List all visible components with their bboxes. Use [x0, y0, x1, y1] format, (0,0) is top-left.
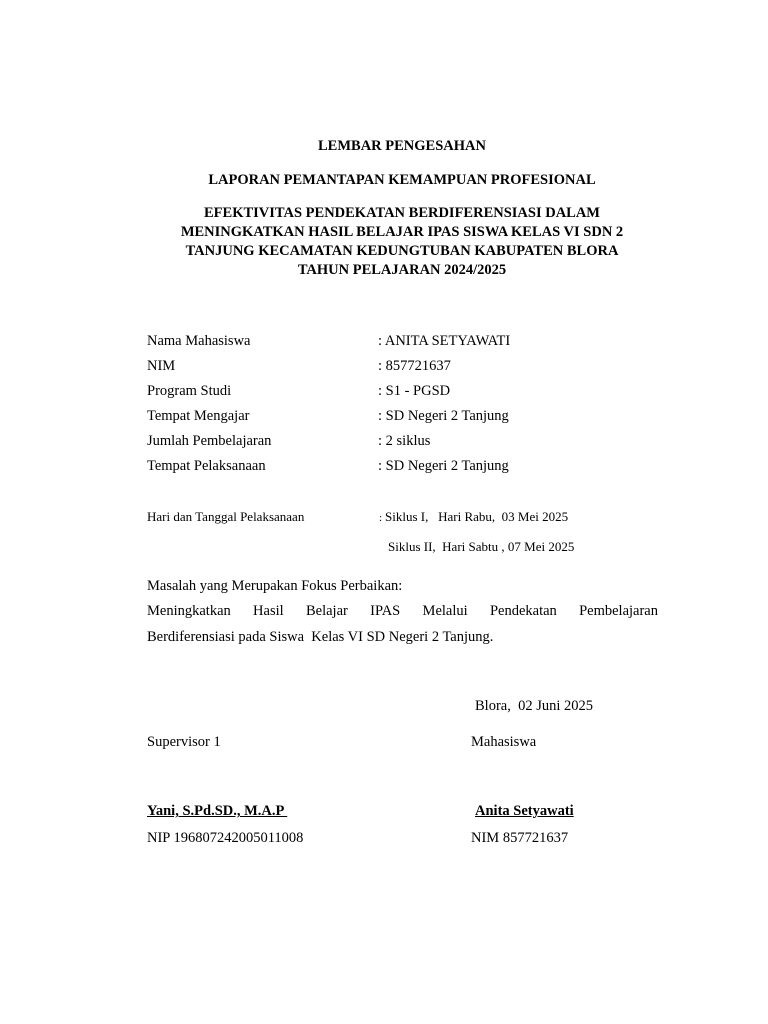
supervisor-nip: NIP 196807242005011008 [147, 830, 304, 846]
identity-label: Program Studi [147, 383, 232, 399]
student-role: Mahasiswa [471, 734, 537, 750]
schedule-label: Hari dan Tanggal Pelaksanaan [147, 509, 305, 524]
identity-value: : 857721637 [378, 358, 451, 374]
identity-value: : S1 - PGSD [378, 383, 451, 399]
page-title: LEMBAR PENGESAHAN [318, 138, 486, 154]
research-title-line: MENINGKATKAN HASIL BELAJAR IPAS SISWA KELAS VI SDN 2 [180, 224, 624, 240]
focus-heading: Masalah yang Merupakan Fokus Perbaikan: [147, 578, 403, 594]
identity-label: NIM [147, 358, 176, 374]
identity-label: Nama Mahasiswa [147, 333, 251, 349]
identity-value: : SD Negeri 2 Tanjung [378, 458, 509, 474]
focus-text-line-1: Meningkatkan Hasil Belajar IPAS Melalui Pendekatan Pembelajaran [147, 603, 658, 619]
research-title-line: TAHUN PELAJARAN 2024/2025 [297, 262, 507, 278]
report-title: LAPORAN PEMANTAPAN KEMAMPUAN PROFESIONAL [208, 172, 596, 188]
student-nim: NIM 857721637 [471, 830, 569, 846]
research-title [140, 204, 664, 280]
identity-value: : SD Negeri 2 Tanjung [378, 408, 509, 424]
student-name: Anita Setyawati [475, 803, 574, 819]
place-date: Blora, 02 Juni 2025 [475, 698, 594, 714]
identity-label: Tempat Pelaksanaan [147, 458, 266, 474]
identity-label: Tempat Mengajar [147, 408, 250, 424]
research-title-line: TANJUNG KECAMATAN KEDUNGTUBAN KABUPATEN BLORA [185, 243, 619, 259]
schedule-cycle-2: Siklus II, Hari Sabtu , 07 Mei 2025 [388, 539, 575, 554]
supervisor-name: Yani, S.Pd.SD., M.A.P [147, 803, 288, 819]
schedule-colon: : [379, 512, 383, 524]
identity-value: : 2 siklus [378, 433, 431, 449]
schedule-cycle-1: Siklus I, Hari Rabu, 03 Mei 2025 [385, 509, 569, 524]
identity-value: : ANITA SETYAWATI [378, 333, 511, 349]
focus-text-line-2: Berdiferensiasi pada Siswa Kelas VI SD Negeri 2 Tanjung. [147, 629, 494, 645]
supervisor-role: Supervisor 1 [147, 734, 221, 750]
research-title-line: EFEKTIVITAS PENDEKATAN BERDIFERENSIASI DALAM [204, 205, 600, 221]
identity-label: Jumlah Pembelajaran [147, 433, 272, 449]
